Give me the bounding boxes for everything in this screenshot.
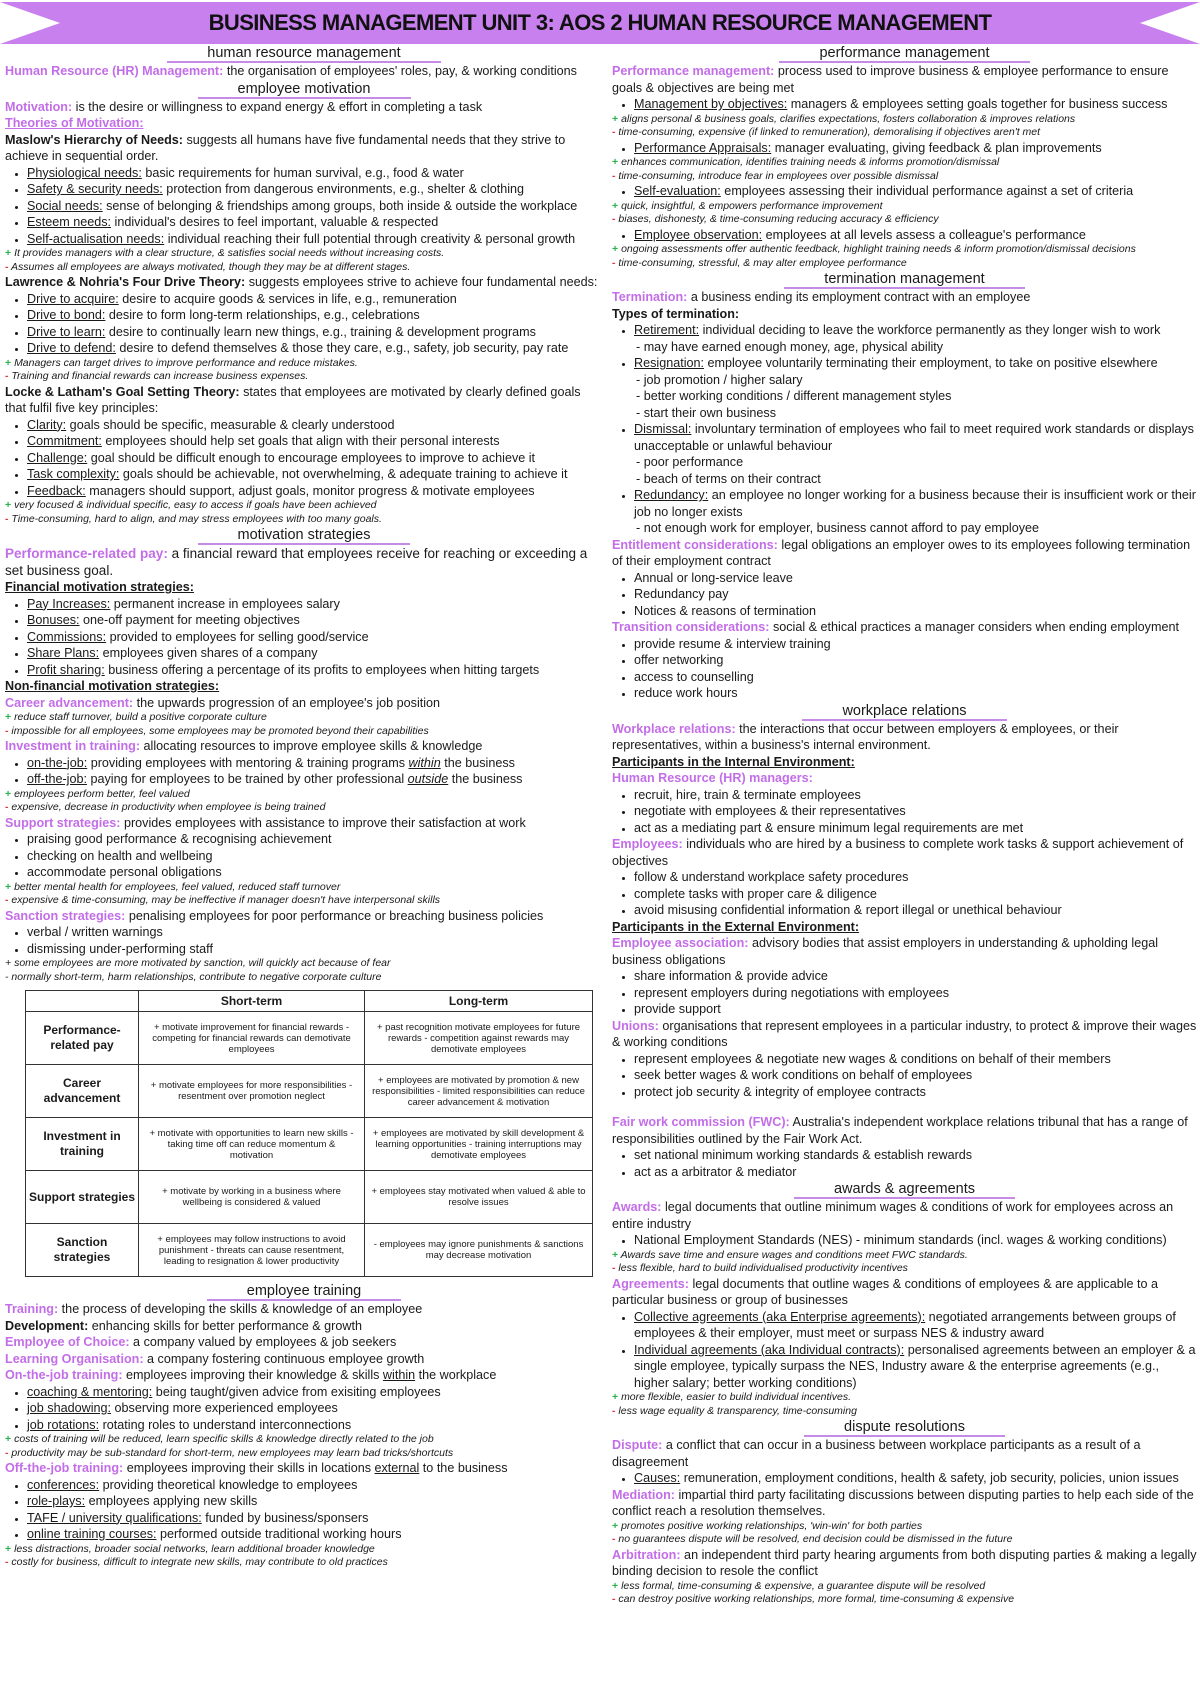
- performance-method: [612, 227, 1197, 244]
- table-header-row: [26, 991, 593, 1012]
- termination-definition: Termination: a business ending its employment contract with an employee: [612, 290, 1031, 304]
- sanction-list: [5, 924, 603, 957]
- plus-note: + It provides managers with a clear structure, & satisfies social needs without increasing costs.: [5, 247, 445, 259]
- minus-note: - productivity may be sub-standard for short-term, new employees may learn bad tricks/shortcuts: [5, 1446, 454, 1459]
- list-item: • act as a mediating part & ensure minimum legal requirements are met: [634, 820, 1197, 837]
- minus-note: - costly for business, difficult to integrate new skills, may contribute to old practices: [5, 1556, 388, 1568]
- minus-note: - can destroy positive working relationships, more formal, time-consuming & expensive: [612, 1593, 1015, 1605]
- section-heading-termination: termination management: [612, 271, 1197, 289]
- plus-note: + Managers can target drives to improve performance and reduce mistakes.: [5, 356, 358, 369]
- off-the-job-list: [5, 1477, 603, 1543]
- list-item: • Dismissal: involuntary termination of employees who fail to meet required work standards or displays unacceptable or unlawful behaviour: [634, 421, 1197, 454]
- training-definition: Training: the process of developing the skills & knowledge of an employee: [5, 1302, 423, 1316]
- section-heading-relations: workplace relations: [612, 703, 1197, 721]
- minus-note: - impossible for all employees, some employees may be promoted beyond their capabilities: [5, 724, 429, 737]
- list-item: • Drive to learn: desire to continually learn new things, e.g., training & development programs: [27, 324, 603, 341]
- table-cell: + motivate employees for more responsibilities - resentment over promotion neglect: [139, 1065, 365, 1118]
- section-heading-motivation: employee motivation: [5, 81, 603, 99]
- list-item: • Commissions: provided to employees for selling good/service: [27, 629, 603, 646]
- locke-description: Locke & Latham's Goal Setting Theory: states that employees are motivated by clearly defined goals that fulfil five key principles:: [5, 384, 581, 415]
- table-cell: + motivate with opportunities to learn new skills - taking time off can reduce momentum & motivation: [139, 1118, 365, 1171]
- plus-note: + more flexible, easier to build individual incentives.: [612, 1391, 852, 1403]
- list-item: • Social needs: sense of belonging & friendships among groups, both inside & outside the workplace: [27, 198, 603, 215]
- list-item: • Drive to bond: desire to form long-term relationships, e.g., celebrations: [27, 307, 603, 324]
- section-heading-performance: performance management: [612, 45, 1197, 63]
- list-item: • seek better wages & work conditions on behalf of employees: [634, 1067, 1197, 1084]
- plus-note: + better mental health for employees, feel valued, reduced staff turnover: [5, 880, 341, 893]
- fwc-definition: Fair work commission (FWC): Australia's independent workplace relations tribunal that has a range of responsibilities outlined by the Fair Work Act.: [612, 1115, 1188, 1146]
- transition-definition: Transition considerations: social & ethical practices a manager considers when ending employment: [612, 620, 1179, 634]
- list-item: • Notices & reasons of termination: [634, 603, 1197, 620]
- sub-point: - poor performance: [636, 455, 744, 469]
- sub-point: - not enough work for employer, business cannot afford to pay employee: [636, 521, 1040, 535]
- employee-of-choice-definition: Employee of Choice: a company valued by employees & job seekers: [5, 1335, 397, 1349]
- list-item: • represent employers during negotiations with employees: [634, 985, 1197, 1002]
- table-row: [26, 1118, 593, 1171]
- minus-note: - no guarantees dispute will be resolved, end decision could be dismissed in the future: [612, 1533, 1013, 1545]
- list-item: • Bonuses: one-off payment for meeting objectives: [27, 612, 603, 629]
- list-item: • Commitment: employees should help set goals that align with their personal interests: [27, 433, 603, 450]
- performance-method: [612, 140, 1197, 157]
- page-title: BUSINESS MANAGEMENT UNIT 3: AOS 2 HUMAN RESOURCE MANAGEMENT: [208, 10, 992, 35]
- plus-note: + less distractions, broader social networks, learn additional broader knowledge: [5, 1542, 375, 1555]
- row-header: Support strategies: [26, 1171, 139, 1224]
- minus-note: - less flexible, hard to build individualised productivity incentives: [612, 1262, 908, 1274]
- table-row: [26, 1224, 593, 1277]
- table-row: [26, 1065, 593, 1118]
- financial-heading: Financial motivation strategies:: [5, 580, 194, 594]
- performance-method: [612, 183, 1197, 200]
- table-cell: + past recognition motivate employees for future rewards - competition against rewards may demotivate employees: [365, 1012, 593, 1065]
- list-item: • job rotations: rotating roles to understand interconnections: [27, 1417, 603, 1434]
- row-header: Career advancement: [26, 1065, 139, 1118]
- types-heading: Types of termination:: [612, 306, 740, 321]
- list-item: • Profit sharing: business offering a percentage of its profits to employees when hitting targets: [27, 662, 603, 679]
- workplace-relations-definition: Workplace relations: the interactions that occur between employers & employees, or their representatives, within a business's internal environment.: [612, 721, 1119, 752]
- causes-list: [612, 1470, 1197, 1487]
- table-cell: + employees are motivated by promotion & new responsibilities - limited responsibilities can reduce career advancement & motivation: [365, 1065, 593, 1118]
- sub-point: - better working conditions / different management styles: [636, 389, 952, 403]
- list-item: • access to counselling: [634, 669, 1197, 686]
- table-cell: + employees are motivated by skill development & learning opportunities - training interruptions may demotivate employees: [365, 1118, 593, 1171]
- list-item: • Employee observation: employees at all levels assess a colleague's performance: [634, 227, 1197, 244]
- internal-heading: Participants in the Internal Environment:: [612, 754, 855, 769]
- list-item: • recruit, hire, train & terminate employees: [634, 787, 1197, 804]
- off-the-job-definition: Off-the-job training: employees improving their skills in locations external to the business: [5, 1461, 508, 1475]
- list-item: • Management by objectives: managers & employees setting goals together for business success: [634, 96, 1197, 113]
- locke-list: [5, 417, 603, 500]
- transition-list: [612, 636, 1197, 702]
- section-heading-awards: awards & agreements: [612, 1181, 1197, 1199]
- investment-definition: Investment in training: allocating resources to improve employee skills & knowledge: [5, 739, 483, 753]
- lawrence-list: [5, 291, 603, 357]
- plus-note: + costs of training will be reduced, learn specific skills & knowledge directly related to the job: [5, 1433, 434, 1445]
- minus-note: - biases, dishonesty, & time-consuming reducing accuracy & efficiency: [612, 213, 939, 225]
- list-item: • avoid misusing confidential information & report illegal or unethical behaviour: [634, 902, 1197, 919]
- list-item: • praising good performance & recognising achievement: [27, 831, 603, 848]
- learning-organisation-definition: Learning Organisation: a company fostering continuous employee growth: [5, 1351, 425, 1366]
- sub-point: - job promotion / higher salary: [636, 372, 803, 387]
- employee-association-list: [612, 968, 1197, 1018]
- table-cell: - employees may ignore punishments & sanctions may decrease motivation: [365, 1224, 593, 1277]
- list-item: • job shadowing: observing more experienced employees: [27, 1400, 603, 1417]
- employees-definition: Employees: individuals who are hired by a business to complete work tasks & support achievement of objectives: [612, 837, 1184, 868]
- sub-point: - may have earned enough money, age, physical ability: [636, 339, 944, 354]
- row-header: Sanction strategies: [26, 1224, 139, 1277]
- minus-note: - time-consuming, expensive (if linked to remuneration), demoralising if objectives aren't met: [612, 126, 1041, 138]
- prp-definition: Performance-related pay: a financial reward that employees receive for reaching or exceeding a set business goal.: [5, 546, 588, 578]
- list-item: • National Employment Standards (NES) - minimum standards (incl. wages & working conditions): [634, 1232, 1197, 1249]
- list-item: • role-plays: employees applying new skills: [27, 1493, 603, 1510]
- list-item: • provide resume & interview training: [634, 636, 1197, 653]
- minus-note: - Time-consuming, hard to align, and may stress employees with too many goals.: [5, 512, 382, 525]
- plus-note: + promotes positive working relationships, 'win-win' for both parties: [612, 1519, 923, 1532]
- list-item: • act as a arbitrator & mediator: [634, 1164, 1197, 1181]
- unions-list: [612, 1051, 1197, 1101]
- employee-association-definition: Employee association: advisory bodies that assist employers in understanding & upholding legal business obligations: [612, 936, 1159, 967]
- motivation-definition: Motivation: is the desire or willingness to expand energy & effort in completing a task: [5, 99, 483, 114]
- termination-types: [612, 322, 1197, 339]
- list-item: • TAFE / university qualifications: funded by business/sponsers: [27, 1510, 603, 1527]
- career-definition: Career advancement: the upwards progression of an employee's job position: [5, 695, 441, 710]
- list-item: • Retirement: individual deciding to leave the workforce permanently as they longer wish to work: [634, 322, 1197, 339]
- list-item: • off-the-job: paying for employees to be trained by other professional outside the business: [27, 771, 603, 788]
- list-item: • Performance Appraisals: manager evaluating, giving feedback & plan improvements: [634, 140, 1197, 157]
- list-item: • Challenge: goal should be difficult enough to encourage employees to improve to achieve it: [27, 450, 603, 467]
- list-item: • complete tasks with proper care & diligence: [634, 886, 1197, 903]
- sub-point: - start their own business: [636, 405, 776, 420]
- sub-point: - beach of terms on their contract: [636, 471, 821, 486]
- table-cell: + employees may follow instructions to avoid punishment - threats can cause resentment, leading to resignation & lower productivity: [139, 1224, 365, 1277]
- support-definition: Support strategies: provides employees with assistance to improve their satisfaction at work: [5, 815, 526, 830]
- table-cell: + motivate improvement for financial rewards - competing for financial rewards can demotivate employees: [139, 1012, 365, 1065]
- list-item: • Drive to acquire: desire to acquire goods & services in life, e.g., remuneration: [27, 291, 603, 308]
- employees-list: [612, 869, 1197, 919]
- list-item: • share information & provide advice: [634, 968, 1197, 985]
- plus-note: + quick, insightful, & empowers performance improvement: [612, 199, 883, 212]
- right-column: [612, 44, 1197, 1607]
- table-row: [26, 1012, 593, 1065]
- list-item: • Clarity: goals should be specific, measurable & clearly understood: [27, 417, 603, 434]
- support-list: [5, 831, 603, 881]
- minus-note: - Assumes all employees are always motivated, though they may be at different stages.: [5, 260, 411, 273]
- termination-types: [612, 487, 1197, 520]
- list-item: • provide support: [634, 1001, 1197, 1018]
- list-item: • Drive to defend: desire to defend themselves & those they care, e.g., safety, job security, pay rate: [27, 340, 603, 357]
- list-item: • follow & understand workplace safety procedures: [634, 869, 1197, 886]
- list-item: • Share Plans: employees given shares of a company: [27, 645, 603, 662]
- plus-note: + Awards save time and ensure wages and conditions meet FWC standards.: [612, 1248, 968, 1261]
- list-item: • Redundancy: an employee no longer working for a business because their is insufficient work or their job no longer exists: [634, 487, 1197, 520]
- list-item: • Physiological needs: basic requirements for human survival, e.g., food & water: [27, 165, 603, 182]
- table-cell: + employees stay motivated when valued & able to resolve issues: [365, 1171, 593, 1224]
- list-item: • Resignation: employee voluntarily terminating their employment, to take on positive elsewhere: [634, 355, 1197, 372]
- list-item: • represent employees & negotiate new wages & conditions on behalf of their members: [634, 1051, 1197, 1068]
- awards-list: [612, 1232, 1197, 1249]
- plus-note: + enhances communication, identifies training needs & informs promotion/dismissal: [612, 156, 1000, 168]
- plus-note: + reduce staff turnover, build a positive corporate culture: [5, 711, 267, 723]
- minus-note: - time-consuming, introduce fear in employees over possible dismissal: [612, 169, 939, 182]
- minus-note: - expensive & time-consuming, may be ineffective if manager doesn't have interpersonal skills: [5, 894, 441, 906]
- development-definition: Development: enhancing skills for better performance & growth: [5, 1318, 362, 1333]
- plus-note: + some employees are more motivated by sanction, will quickly act because of fear: [5, 957, 391, 969]
- list-item: • Task complexity: goals should be achievable, not overwhelming, & adequate training to achieve it: [27, 466, 603, 483]
- awards-definition: Awards: legal documents that outline minimum wages & conditions of work for employees across an entire industry: [612, 1200, 1174, 1231]
- list-item: • Redundancy pay: [634, 586, 1197, 603]
- list-item: • reduce work hours: [634, 685, 1197, 702]
- row-header: Investment in training: [26, 1118, 139, 1171]
- dispute-definition: Dispute: a conflict that can occur in a business between workplace participants as a result of a disagreement: [612, 1438, 1141, 1469]
- table-header-cell: [26, 991, 139, 1012]
- performance-method: [612, 96, 1197, 113]
- sanction-definition: Sanction strategies: penalising employees for poor performance or breaching business policies: [5, 908, 544, 923]
- termination-types: [612, 355, 1197, 372]
- performance-definition: Performance management: process used to improve business & employee performance to ensure goals & objectives are being met: [612, 64, 1169, 95]
- table-header-cell: Short-term: [139, 991, 365, 1012]
- on-the-job-definition: On-the-job training: employees improving their knowledge & skills within the workplace: [5, 1368, 497, 1382]
- theories-heading: Theories of Motivation:: [5, 116, 144, 130]
- table-header-cell: Long-term: [365, 991, 593, 1012]
- hr-managers-list: [612, 787, 1197, 837]
- list-item: • set national minimum working standards & establish rewards: [634, 1147, 1197, 1164]
- section-heading-dispute: dispute resolutions: [612, 1419, 1197, 1437]
- entitlement-definition: Entitlement considerations: legal obligations an employer owes to its employees following termination of their employment contract: [612, 537, 1191, 568]
- termination-types: [612, 421, 1197, 454]
- strategy-comparison-table: [25, 990, 593, 1277]
- minus-note: - Training and financial rewards can increase business expenses.: [5, 370, 309, 382]
- maslow-list: [5, 165, 603, 248]
- plus-note: + less formal, time-consuming & expensive, a guarantee dispute will be resolved: [612, 1579, 986, 1592]
- investment-list: [5, 755, 603, 788]
- list-item: • online training courses: performed outside traditional working hours: [27, 1526, 603, 1543]
- list-item: • Annual or long-service leave: [634, 570, 1197, 587]
- list-item: • Self-actualisation needs: individual reaching their full potential through creativity & personal growth: [27, 231, 603, 248]
- section-heading-training: employee training: [5, 1283, 603, 1301]
- list-item: • Collective agreements (aka Enterprise agreements): negotiated arrangements between groups of employees & their employer, must meet or surpass NES & industry award: [634, 1309, 1197, 1342]
- section-heading-strategies: motivation strategies: [5, 527, 603, 545]
- plus-note: + ongoing assessments offer authentic feedback, highlight training needs & inform promotion/dismissal decisions: [612, 243, 1136, 255]
- table-row: [26, 1171, 593, 1224]
- minus-note: - normally short-term, harm relationships, contribute to negative corporate culture: [5, 970, 382, 983]
- list-item: • Esteem needs: individual's desires to feel important, valuable & respected: [27, 214, 603, 231]
- agreements-list: [612, 1309, 1197, 1392]
- minus-note: - expensive, decrease in productivity when employee is being trained: [5, 801, 326, 813]
- non-financial-heading: Non-financial motivation strategies:: [5, 679, 220, 693]
- financial-list: [5, 596, 603, 679]
- plus-note: + employees perform better, feel valued: [5, 787, 190, 800]
- list-item: • accommodate personal obligations: [27, 864, 603, 881]
- list-item: • on-the-job: providing employees with mentoring & training programs within the business: [27, 755, 603, 772]
- list-item: • verbal / written warnings: [27, 924, 603, 941]
- on-the-job-list: [5, 1384, 603, 1434]
- plus-note: + aligns personal & business goals, clarifies expectations, fosters collaboration & improves relations: [612, 112, 1076, 125]
- external-heading: Participants in the External Environment:: [612, 919, 860, 934]
- list-item: • coaching & mentoring: being taught/given advice from exisiting employees: [27, 1384, 603, 1401]
- list-item: • dismissing under-performing staff: [27, 941, 603, 958]
- plus-note: + very focused & individual specific, easy to access if goals have been achieved: [5, 499, 377, 511]
- list-item: • negotiate with employees & their representatives: [634, 803, 1197, 820]
- lawrence-description: Lawrence & Nohria's Four Drive Theory: suggests employees strive to achieve four fundamental needs:: [5, 275, 598, 289]
- list-item: • Individual agreements (aka Individual contracts): personalised agreements between an employer & a single employee, typically surpass the NES, Industry aware & the enterprise agreements (e.g., higher salary; better working conditions): [634, 1342, 1197, 1392]
- table-cell: + motivate by working in a business where wellbeing is considered & valued: [139, 1171, 365, 1224]
- mediation-definition: Mediation: impartial third party facilitating discussions between disputing parties to help each side of the conflict reach a resolution themselves.: [612, 1487, 1194, 1518]
- entitlement-list: [612, 570, 1197, 620]
- minus-note: - less wage equality & transparency, time-consuming: [612, 1404, 857, 1417]
- unions-definition: Unions: organisations that represent employees in a particular industry, to protect & improve their wages & working conditions: [612, 1018, 1197, 1049]
- list-item: • Self-evaluation: employees assessing their individual performance against a set of criteria: [634, 183, 1197, 200]
- arbitration-definition: Arbitration: an independent third party hearing arguments from both disputing parties & making a legally binding decision to resole the conflict: [612, 1547, 1197, 1578]
- section-heading-hrm: human resource management: [5, 45, 603, 63]
- list-item: • conferences: providing theoretical knowledge to employees: [27, 1477, 603, 1494]
- list-item: • Causes: remuneration, employment conditions, health & safety, job security, policies, union issues: [634, 1470, 1197, 1487]
- minus-note: - time-consuming, stressful, & may alter employee performance: [612, 256, 907, 269]
- list-item: • Pay Increases: permanent increase in employees salary: [27, 596, 603, 613]
- row-header: Performance-related pay: [26, 1012, 139, 1065]
- title-banner: [0, 2, 1200, 44]
- fwc-list: [612, 1147, 1197, 1180]
- list-item: • checking on health and wellbeing: [27, 848, 603, 865]
- list-item: • Feedback: managers should support, adjust goals, monitor progress & motivate employees: [27, 483, 603, 500]
- list-item: • Safety & security needs: protection from dangerous environments, e.g., shelter & clothing: [27, 181, 603, 198]
- list-item: • protect job security & integrity of employee contracts: [634, 1084, 1197, 1101]
- hrm-definition: Human Resource (HR) Management: the organisation of employees' roles, pay, & working conditions: [5, 64, 577, 78]
- left-column: [5, 44, 603, 1570]
- hr-managers-heading: Human Resource (HR) managers:: [612, 771, 813, 785]
- list-item: • offer networking: [634, 652, 1197, 669]
- agreements-definition: Agreements: legal documents that outline wages & conditions of employees & are applicable to a particular business or group of businesses: [612, 1276, 1159, 1307]
- maslow-description: Maslow's Hierarchy of Needs: suggests all humans have five fundamental needs that they strive to achieve in sequential order.: [5, 132, 566, 163]
